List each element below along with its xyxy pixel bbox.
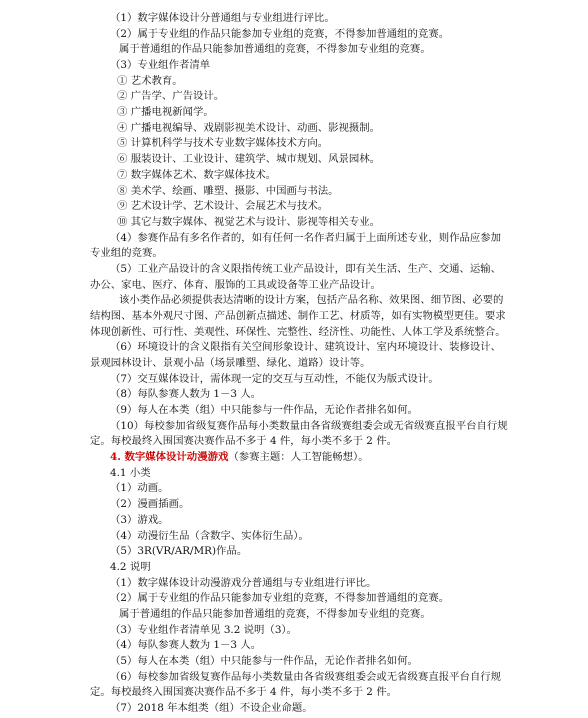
text-line: （5）每人在本类（组）中只能参与一件作品，无论作者排名如何。 [110, 655, 418, 667]
text-line: ⑤ 计算机科学与技术专业数字媒体技术方向。 [117, 137, 329, 149]
text-line: （7）2018 年本组类（组）不设企业命题。 [110, 702, 313, 714]
text-line: 体现创新性、可行性、美观性、环保性、完整性、经济性、功能性、人体工学及系统整合。 [90, 326, 506, 338]
text-line: （8）每队参赛人数为 1－3 人。 [110, 388, 262, 400]
text-line: （3）游戏。 [110, 514, 169, 526]
text-line: 办公、家电、医疗、体育、服饰的工具或设备等工业产品设计。 [90, 279, 381, 291]
section-title: 数字媒体设计动漫游戏 [124, 451, 229, 463]
text-line: （3）专业组作者清单见 3.2 说明（3）。 [110, 624, 298, 636]
text-line: ③ 广播电视新闻学。 [117, 106, 214, 118]
section-number: 4. [110, 451, 125, 463]
section-note: （参赛主题：人工智能畅想）。 [228, 451, 369, 463]
text-line: （4）每队参赛人数为 1－3 人。 [110, 639, 262, 651]
text-line: （6）环境设计的含义限指有关空间形象设计、建筑设计、室内环境设计、装修设计、 [110, 341, 502, 353]
text-line: 定。每校最终入围国赛决赛作品不多于 4 件，每小类不多于 2 件。 [90, 435, 397, 447]
text-line: （3）专业组作者清单 [110, 59, 211, 71]
text-line: ⑨ 艺术设计学、艺术设计、会展艺术与技术。 [117, 200, 329, 212]
text-line: ⑧ 美术学、绘画、雕塑、摄影、中国画与书法。 [117, 185, 339, 197]
text-line: （5）工业产品设计的含义限指传统工业产品设计，即有关生活、生产、交通、运输、 [110, 263, 502, 275]
text-line: ④ 广播电视编导、戏剧影视美术设计、动画、影视摄制。 [117, 122, 381, 134]
text-line: （1）动画。 [110, 482, 169, 494]
text-line: （4）动漫衍生品（含数字、实体衍生品）。 [110, 530, 309, 542]
text-line: 结构图、基本外观尺寸图、产品创新点描述、制作工艺、材质等，如有实物模型更佳。要求 [90, 310, 506, 322]
text-line: 属于普通组的作品只能参加普通组的竞赛，不得参加专业组的竞赛。 [119, 43, 431, 55]
text-line: （7）交互媒体设计，需体现一定的交互与互动性，不能仅为版式设计。 [110, 373, 439, 385]
text-line: （10）每校参加省级复赛作品每小类数量由各省级赛组委会或无省级赛直报平台自行规 [110, 420, 508, 432]
text-line: ⑩ 其它与数字媒体、视觉艺术与设计、影视等相关专业。 [117, 216, 381, 228]
text-line: 景观园林设计、景观小品（场景雕塑、绿化、道路）设计等。 [90, 357, 371, 369]
text-line: ⑦ 数字媒体艺术、数字媒体技术。 [117, 169, 277, 181]
text-line: （4）参赛作品有多名作者的，如有任何一名作者归属于上面所述专业，则作品应参加 [110, 232, 502, 244]
subsection-heading: 4.1 小类 [110, 467, 151, 479]
text-line: （1）数字媒体设计动漫游戏分普通组与专业组进行评比。 [110, 577, 377, 589]
text-line: ② 广告学、广告设计。 [117, 90, 225, 102]
text-line: 该小类作品必须提供表达清晰的设计方案，包括产品名称、效果图、细节图、必要的 [119, 294, 504, 306]
text-line: 专业组的竞赛。 [90, 247, 163, 259]
text-line: 定。每校最终入围国赛决赛作品不多于 4 件，每小类不多于 2 件。 [90, 686, 397, 698]
text-line: （9）每人在本类（组）中只能参与一件作品，无论作者排名如何。 [110, 404, 418, 416]
text-line: （2）属于专业组的作品只能参加专业组的竞赛，不得参加普通组的竞赛。 [110, 592, 450, 604]
text-line: （5）3R(VR/AR/MR)作品。 [110, 545, 248, 557]
text-line: ⑥ 服装设计、工业设计、建筑学、城市规划、风景园林。 [117, 153, 381, 165]
text-line: 属于普通组的作品只能参加普通组的竞赛，不得参加专业组的竞赛。 [119, 608, 431, 620]
subsection-heading: 4.2 说明 [110, 561, 151, 573]
text-line: （2）属于专业组的作品只能参加专业组的竞赛，不得参加普通组的竞赛。 [110, 28, 450, 40]
text-line: ① 艺术教育。 [117, 75, 183, 87]
text-line: （2）漫画插画。 [110, 498, 190, 510]
text-line: （6）每校参加省级复赛作品每小类数量由各省级赛组委会或无省级赛直报平台自行规 [110, 671, 502, 683]
text-line: （1）数字媒体设计分普通组与专业组进行评比。 [110, 12, 335, 24]
